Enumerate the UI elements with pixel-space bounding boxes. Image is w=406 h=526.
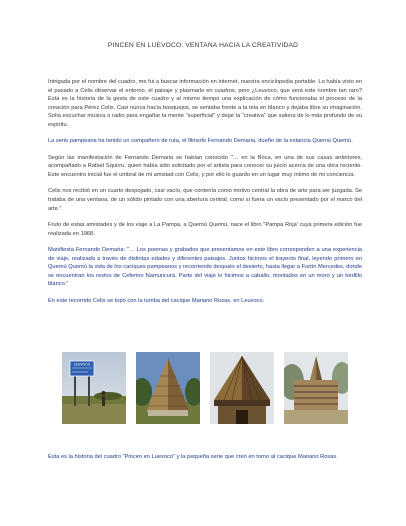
paragraph-demaria-encuentro: Según las manifestación de Fernando Demaria se habían conocido "… en la Boca, en una de sus casas anteriores, acompañado a Rafael Squirru, quien había sido solicitado por el artista para conocer su juicio acerca de una obra reciente. Este encuentro inicial fue el umbral de mi amistad con Celis, y por ello lo guardo en un lugar muy íntimo de mi conciencia. <box>48 154 362 178</box>
paragraph-demaria-manifiesta: Manifiesta Fernando Demaria: "… Los poemas y grabados que presentamos en este libro corresponden a una experiencia de viaje, realizada a través de distintas edades y diferentes paisajes. Juntos hicimos el trayecto final, leyendo primero en Quemú Quemú la vida de los caciques pampeanos y recorriendo después el desierto, hasta llegar a Fortín Mercedes, donde se encuentran los restos de Ceferino Namuncurá. Parte del viaje lo hicimos a caballo, montados en un moro y un tordillo blanco." <box>48 247 362 288</box>
photo-monument <box>284 352 348 424</box>
paragraph-intro: Intrigada por el nombre del cuadro, me fui a buscar información en internet, nuestra enciclopedia portable. Lo había visto en el pasado a Celis observar el entorno, el paisaje y plasmarlo en cuadros, pero ¿Leuvoco, que será este nombre tan raro? Esta es la historia de la gesta de este cuadro y al mismo tiempo una explicación de cómo funcionaba el proceso de la creación para Pérez Celis. Casi nunca hacía bosquejos, se sentaba frente a la tela en blanco y dejaba libre su imaginación. Solía escuchar música o radio para engañar la mente "superficial" y dejar la "creativa" que saliera de lo más profundo de su espíritu. <box>48 79 362 128</box>
paragraph-pampa-roja: Fruto de estas amistades y de los viaje a La Pampa, a Quemú Quemú, nace el libro "Pampa Roja' cuya primera edición fue realizada en 1968. <box>48 222 362 237</box>
document-body <box>48 78 362 313</box>
road-sign-text: LEUVOCO <box>73 362 91 367</box>
photo-strip <box>62 352 348 424</box>
paragraph-recorrido: En este recorrido Celis se topó con la tumba del cacique Mariano Rosas, en Leuvoco. <box>48 297 265 304</box>
paragraph-serie-pampeana: La serie pampeana ha tenido un compañero de ruta, el filósofo Fernando Demaria, dueño de la estancia Quemú Quemú. <box>48 138 353 145</box>
paragraph-cuarto-despojado: Celis nos recibió en un cuarto despojado, casi vacío, que contenía como motivo central la obra de arte para ser juzgada. Se trataba de una ventana, de un sólido pintado con una abertura central, como si fuera un vacío presentado por el marco del arte." <box>48 188 362 212</box>
photo-road-sign <box>62 352 126 424</box>
photo-pyramid-tomb <box>136 352 200 424</box>
photo-pyramid-roof <box>210 352 274 424</box>
document-title: PINCEN EN LUEVOCO: VENTANA HACIA LA CREATIVIDAD <box>107 42 299 49</box>
closing-paragraph: Esta es la historia del cuadro "Pincen en Luevoco" y la pequeña serie que creó en torno al cacique Mariano Rosas. <box>48 454 338 460</box>
